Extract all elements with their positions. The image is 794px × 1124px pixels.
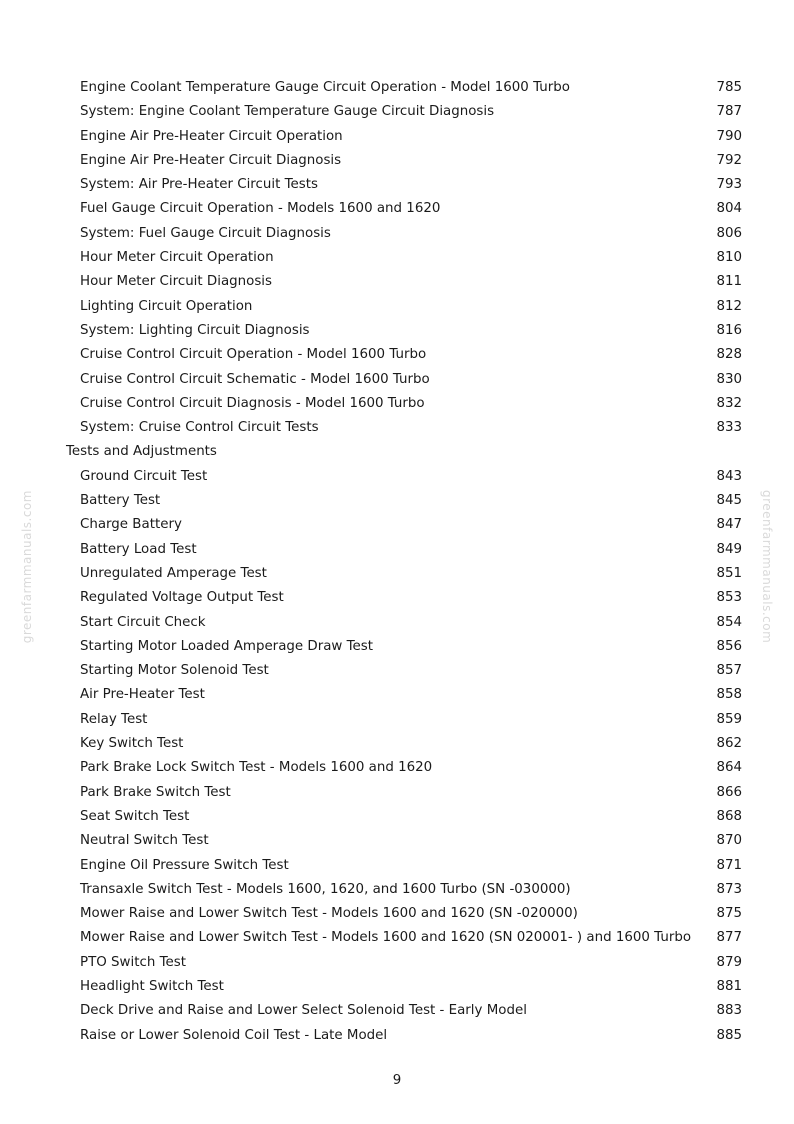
toc-entry-title: Mower Raise and Lower Switch Test - Models 1600 and 1620 (SN -020000): [80, 906, 578, 922]
toc-section-heading: [0, 440, 794, 464]
toc-entry-title: Hour Meter Circuit Operation: [80, 250, 274, 266]
toc-entry-page: 871: [716, 857, 742, 873]
toc-entry[interactable]: [0, 489, 794, 513]
toc-entry[interactable]: [0, 100, 794, 124]
toc-entry-title: Engine Oil Pressure Switch Test: [80, 857, 289, 873]
toc-entry-page: 866: [716, 784, 742, 800]
toc-entry-title: Starting Motor Loaded Amperage Draw Test: [80, 638, 373, 654]
toc-entry[interactable]: [0, 246, 794, 270]
toc-entry-page: 806: [716, 225, 742, 241]
toc-entry-page: 883: [716, 1003, 742, 1019]
toc-entry-page: 857: [716, 663, 742, 679]
toc-entry[interactable]: [0, 368, 794, 392]
toc-entry[interactable]: [0, 149, 794, 173]
toc-entry-title: Hour Meter Circuit Diagnosis: [80, 274, 272, 290]
toc-entry-title: Ground Circuit Test: [80, 468, 208, 484]
toc-entry[interactable]: [0, 173, 794, 197]
toc-entry[interactable]: [0, 197, 794, 221]
toc-entry-title: PTO Switch Test: [80, 954, 186, 970]
toc-entry-title: Park Brake Lock Switch Test - Models 1600 and 1620: [80, 760, 433, 776]
toc-entry[interactable]: [0, 854, 794, 878]
toc-entry[interactable]: [0, 416, 794, 440]
toc-entry-page: 832: [716, 395, 742, 411]
toc-entry-title: Cruise Control Circuit Diagnosis - Model 1600 Turbo: [80, 395, 425, 411]
toc-entry[interactable]: [0, 683, 794, 707]
toc-entry[interactable]: [0, 222, 794, 246]
toc-entry-title: System: Cruise Control Circuit Tests: [80, 420, 319, 436]
toc-entry-page: 845: [716, 493, 742, 509]
toc-entry-title: Cruise Control Circuit Schematic - Model 1600 Turbo: [80, 371, 430, 387]
toc-entry-page: 873: [716, 881, 742, 897]
toc-entry-page: 843: [716, 468, 742, 484]
page-number: 9: [392, 1073, 402, 1088]
toc-entry-page: 804: [716, 201, 742, 217]
toc-entry[interactable]: [0, 902, 794, 926]
toc-entry[interactable]: [0, 125, 794, 149]
toc-entry-page: 854: [716, 614, 742, 630]
toc-entry[interactable]: [0, 295, 794, 319]
toc-entry[interactable]: [0, 392, 794, 416]
toc-entry-page: 853: [716, 590, 742, 606]
toc-entry-page: 856: [716, 638, 742, 654]
toc-entry-page: 868: [716, 808, 742, 824]
toc-entry[interactable]: [0, 270, 794, 294]
toc-entry-page: 885: [716, 1027, 742, 1043]
toc-entry[interactable]: [0, 732, 794, 756]
toc-entry-title: Seat Switch Test: [80, 808, 190, 824]
toc-entry-title: System: Fuel Gauge Circuit Diagnosis: [80, 225, 331, 241]
toc-entry[interactable]: [0, 659, 794, 683]
toc-entry-title: Unregulated Amperage Test: [80, 565, 267, 581]
toc-entry-title: Regulated Voltage Output Test: [80, 590, 284, 606]
toc-entry-title: Deck Drive and Raise and Lower Select Solenoid Test - Early Model: [80, 1003, 527, 1019]
toc-entry-title: Transaxle Switch Test - Models 1600, 1620, and 1600 Turbo (SN -030000): [80, 881, 571, 897]
toc-entry-page: 811: [716, 274, 742, 290]
toc-entry-page: 816: [716, 322, 742, 338]
toc-entry-title: Battery Test: [80, 493, 161, 509]
toc-entry-title: System: Air Pre-Heater Circuit Tests: [80, 177, 318, 193]
table-of-contents: [0, 76, 794, 1048]
toc-entry-page: 859: [716, 711, 742, 727]
toc-entry[interactable]: [0, 343, 794, 367]
toc-entry[interactable]: [0, 586, 794, 610]
toc-entry-title: Start Circuit Check: [80, 614, 206, 630]
toc-entry-page: 812: [716, 298, 742, 314]
toc-entry[interactable]: [0, 805, 794, 829]
toc-entry[interactable]: [0, 562, 794, 586]
toc-entry-title: Headlight Switch Test: [80, 978, 224, 994]
toc-entry-title: Relay Test: [80, 711, 148, 727]
toc-entry-page: 833: [716, 420, 742, 436]
toc-entry[interactable]: [0, 611, 794, 635]
toc-entry-title: Air Pre-Heater Test: [80, 687, 205, 703]
toc-entry[interactable]: [0, 1024, 794, 1048]
toc-entry-title: Engine Air Pre-Heater Circuit Diagnosis: [80, 152, 342, 168]
toc-entry[interactable]: [0, 999, 794, 1023]
toc-entry[interactable]: [0, 76, 794, 100]
toc-entry[interactable]: [0, 513, 794, 537]
toc-entry-page: 881: [716, 978, 742, 994]
toc-entry-page: 879: [716, 954, 742, 970]
toc-entry-title: Neutral Switch Test: [80, 833, 209, 849]
toc-entry-page: 828: [716, 347, 742, 363]
toc-entry[interactable]: [0, 781, 794, 805]
toc-entry[interactable]: [0, 926, 794, 950]
toc-entry[interactable]: [0, 465, 794, 489]
toc-entry-title: Charge Battery: [80, 517, 182, 533]
watermark-left: greenfarmmanuals.com: [20, 490, 34, 644]
toc-entry-title: Mower Raise and Lower Switch Test - Models 1600 and 1620 (SN 020001- ) and 1600 Turbo: [80, 930, 692, 946]
toc-entry-page: 790: [716, 128, 742, 144]
toc-entry-title: Engine Coolant Temperature Gauge Circuit Operation - Model 1600 Turbo: [80, 80, 570, 95]
toc-entry-page: 875: [716, 906, 742, 922]
toc-section-title: Tests and Adjustments: [66, 444, 217, 460]
toc-entry-title: Fuel Gauge Circuit Operation - Models 1600 and 1620: [80, 201, 441, 217]
toc-entry[interactable]: [0, 635, 794, 659]
toc-entry-title: Engine Air Pre-Heater Circuit Operation: [80, 128, 343, 144]
toc-entry-page: 851: [716, 565, 742, 581]
toc-entry[interactable]: [0, 878, 794, 902]
toc-entry[interactable]: [0, 951, 794, 975]
toc-entry[interactable]: [0, 708, 794, 732]
toc-entry-page: 830: [716, 371, 742, 387]
toc-entry[interactable]: [0, 319, 794, 343]
toc-entry-title: System: Engine Coolant Temperature Gauge Circuit Diagnosis: [80, 104, 495, 120]
toc-entry-page: 862: [716, 736, 742, 752]
toc-entry-page: 792: [716, 152, 742, 168]
toc-entry-page: 864: [716, 760, 742, 776]
toc-entry-page: 785: [716, 80, 742, 95]
toc-entry-page: 787: [716, 104, 742, 120]
toc-entry-page: 847: [716, 517, 742, 533]
toc-entry-page: 793: [716, 177, 742, 193]
toc-entry-page: 870: [716, 833, 742, 849]
toc-entry-page: 810: [716, 250, 742, 266]
toc-entry-title: Key Switch Test: [80, 736, 184, 752]
toc-entry[interactable]: [0, 538, 794, 562]
toc-entry[interactable]: [0, 975, 794, 999]
toc-entry[interactable]: [0, 829, 794, 853]
toc-entry[interactable]: [0, 756, 794, 780]
toc-entry-title: System: Lighting Circuit Diagnosis: [80, 322, 310, 338]
toc-entry-title: Raise or Lower Solenoid Coil Test - Late Model: [80, 1027, 388, 1043]
toc-entry-page: 849: [716, 541, 742, 557]
toc-entry-title: Lighting Circuit Operation: [80, 298, 253, 314]
toc-entry-page: 877: [716, 930, 742, 946]
toc-entry-title: Park Brake Switch Test: [80, 784, 231, 800]
toc-entry-title: Starting Motor Solenoid Test: [80, 663, 269, 679]
toc-entry-title: Battery Load Test: [80, 541, 197, 557]
toc-entry-title: Cruise Control Circuit Operation - Model 1600 Turbo: [80, 347, 427, 363]
watermark-right: greenfarmmanuals.com: [760, 490, 774, 644]
toc-entry-page: 858: [716, 687, 742, 703]
